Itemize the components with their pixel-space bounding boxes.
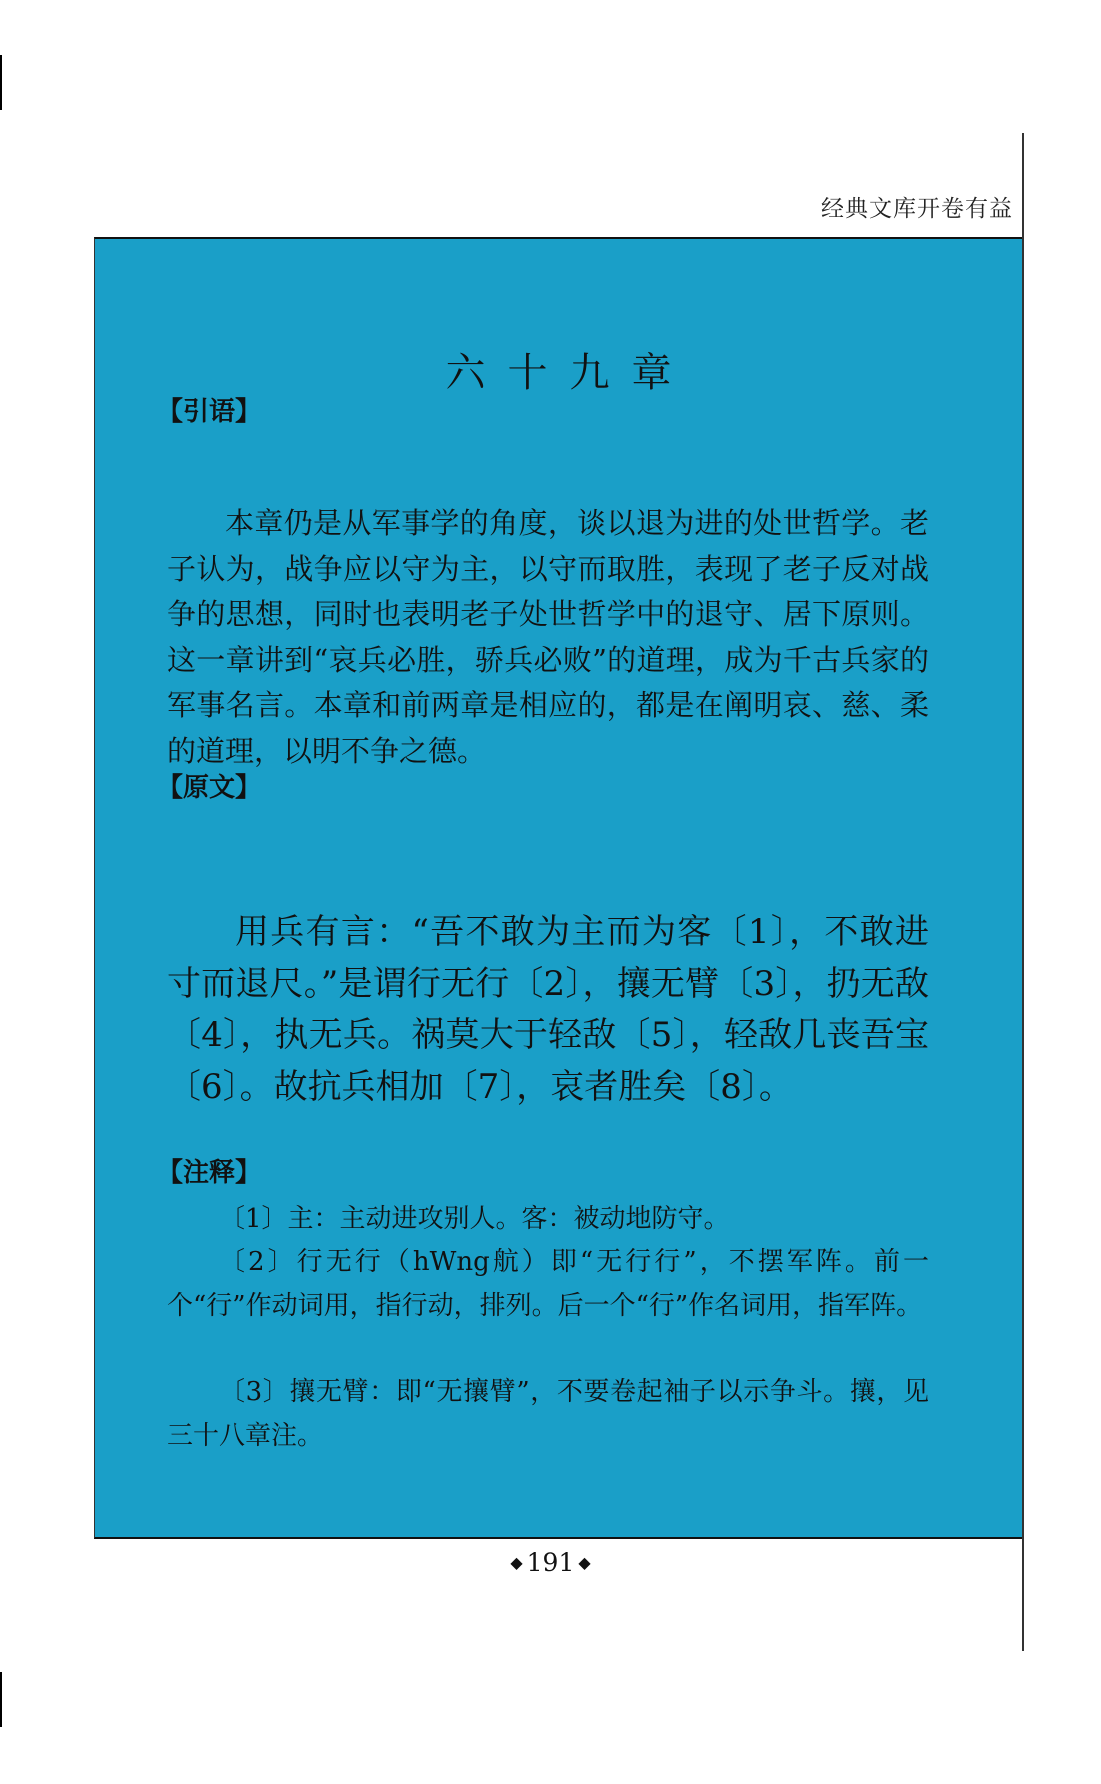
running-header: 经典文库开卷有益 xyxy=(821,196,1013,222)
intro-heading: 【引语】 xyxy=(157,397,262,427)
original-heading: 【原文】 xyxy=(157,773,262,803)
chapter-title: 六十九章 xyxy=(445,350,694,396)
note-item-1: 〔1〕主：主动进攻别人。客：被动地防守。 xyxy=(219,1204,730,1234)
right-margin-rule xyxy=(1022,133,1024,1651)
crop-mark-top xyxy=(0,55,2,110)
page-number: 191 xyxy=(526,1548,575,1577)
crop-mark-bottom xyxy=(0,1672,2,1727)
chapter-panel xyxy=(94,237,1022,1539)
intro-paragraph: 本章仍是从军事学的角度，谈以退为进的处世哲学。老子认为，战争应以守为主，以守而取胜，表现了老子反对战争的思想，同时也表明老子处世哲学中的退守、居下原则。这一章讲到“哀兵必胜，骄兵必败”的道理，成为千古兵家的军事名言。本章和前两章是相应的，都是在阐明哀、慈、柔的道理，以明不争之德。 xyxy=(167,506,929,768)
diamond-icon: ◆ xyxy=(578,1553,591,1572)
notes-heading: 【注释】 xyxy=(157,1158,262,1188)
diamond-icon: ◆ xyxy=(510,1553,523,1572)
note-item-3: 〔3〕攘无臂：即“无攘臂”，不要卷起袖子以示争斗。攘，见三十八章注。 xyxy=(167,1377,929,1451)
note-item-2: 〔2〕行无行（hWng航）即“无行行”，不摆军阵。前一个“行”作动词用，指行动，排列。后一个“行”作名词用，指军阵。 xyxy=(167,1247,929,1321)
page-footer xyxy=(0,1548,1101,1577)
original-text-paragraph: 用兵有言：“吾不敢为主而为客〔1〕，不敢进寸而退尺。”是谓行无行〔2〕，攘无臂〔3〕，扔无敌〔4〕，执无兵。祸莫大于轻敌〔5〕，轻敌几丧吾宝〔6〕。故抗兵相加〔7〕，哀者胜矣〔8〕。 xyxy=(167,912,929,1107)
